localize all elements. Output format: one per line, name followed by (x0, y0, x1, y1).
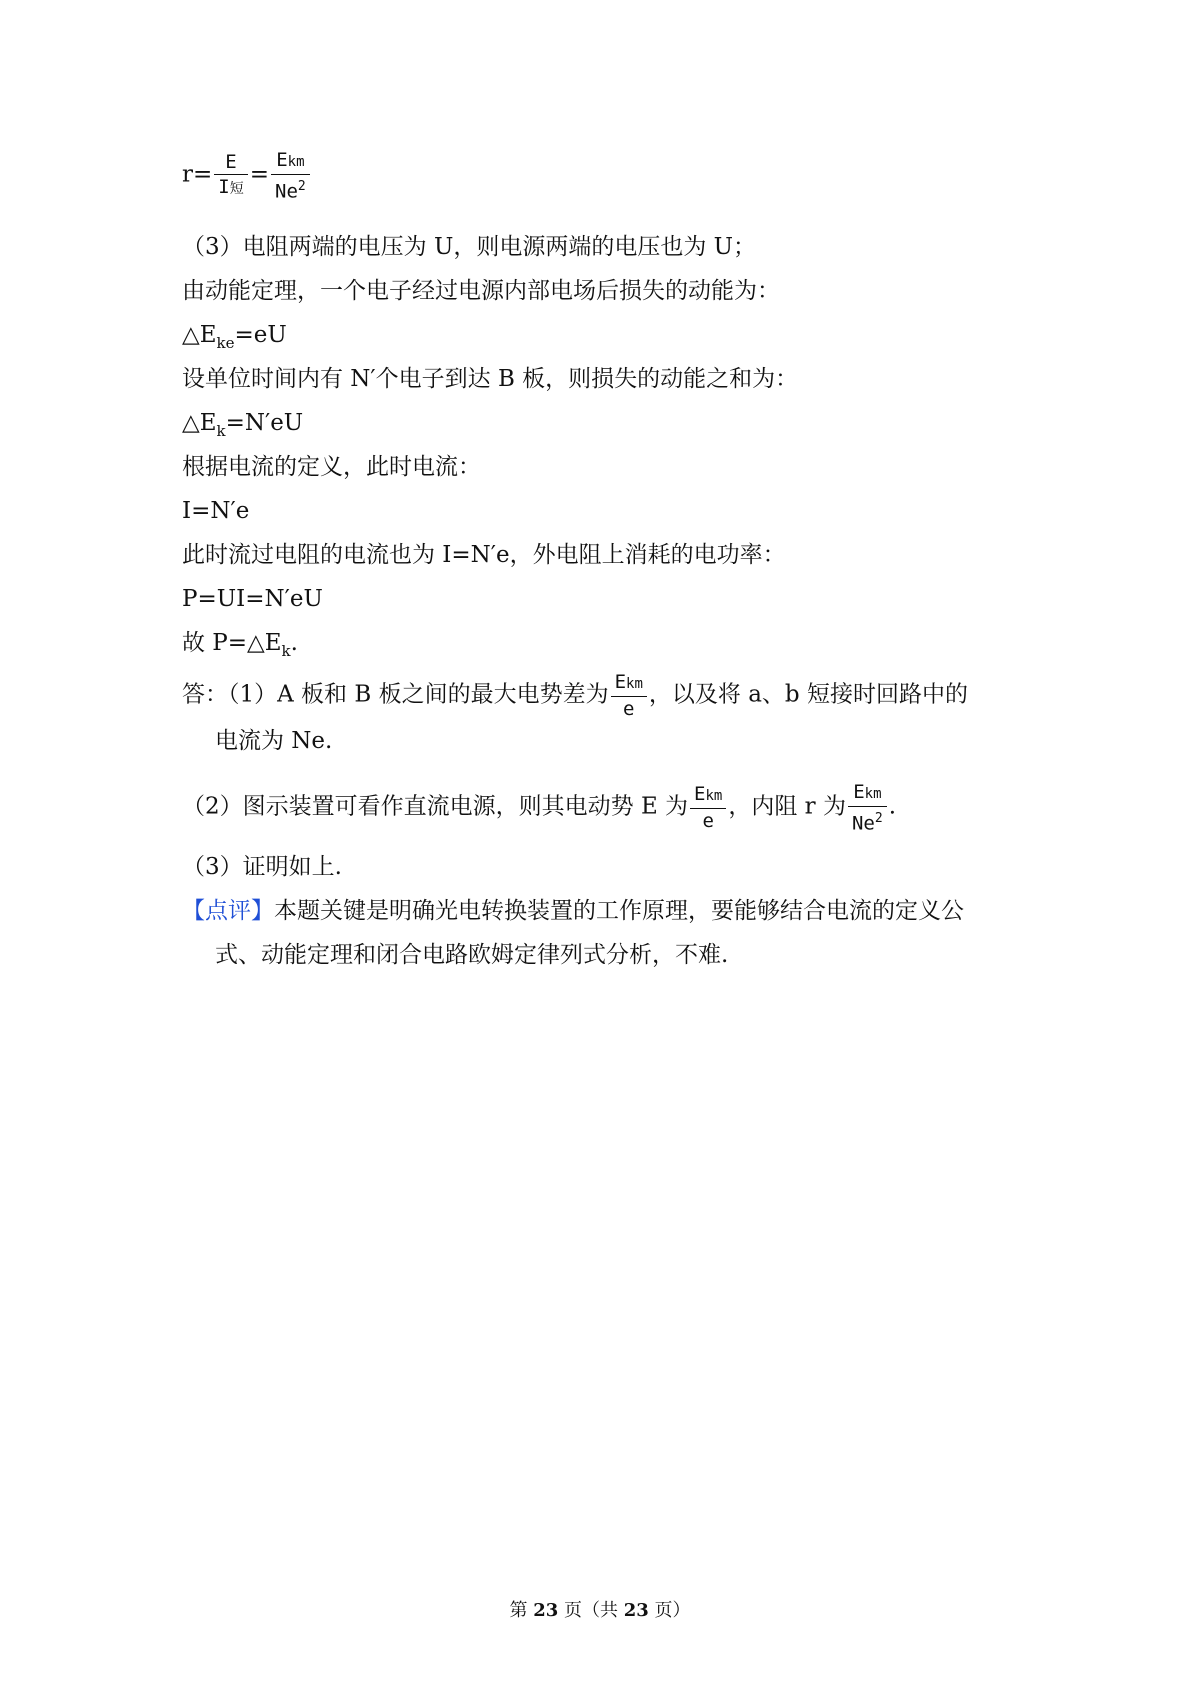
comment-tag: 【点评】 (182, 898, 274, 924)
answer-part-2: （2）图示装置可看作直流电源，则其电动势 E 为 $\frac{\text{Ekm}}{e}$ ，内阻 r 为 $\frac{\text{Ekm}}{Ne^2}$ . (182, 781, 897, 835)
current-page-number: 23 (533, 1600, 559, 1621)
answer-part-1: 答：（1）A 板和 B 板之间的最大电势差为 $\frac{\text{Ekm}}{e}$ ，以及将 a、b 短接时回路中的 (182, 671, 968, 720)
fraction-e-over-ishort: $\frac{E}{\text{I短}}$ (214, 150, 247, 201)
page-footer: 第 23 页（共 23 页） (509, 1600, 691, 1621)
equation-delta-ek: $\triangle E_k=N'eU$ (182, 410, 304, 440)
total-page-number: 23 (623, 1600, 649, 1621)
text-line: 根据电流的定义，此时电流： (182, 454, 481, 480)
answer-part-3: （3）证明如上. (182, 854, 342, 880)
text-line: 设单位时间内有 N′个电子到达 B 板，则损失的动能之和为： (182, 366, 799, 392)
equation-current: I=N′e (182, 498, 250, 524)
answer-part-1-continued: 电流为 Ne. (215, 728, 333, 754)
fraction-ekm-over-ne2: $\frac{\text{Ekm}}{Ne^2}$ (848, 780, 887, 835)
fraction-ekm-over-ne2: $\frac{\text{Ekm}}{Ne^2}$ (271, 148, 310, 203)
equation-conclusion: 故 $P=\triangle E_k$. (182, 630, 298, 660)
comment-paragraph-continued: 式、动能定理和闭合电路欧姆定律列式分析，不难. (215, 942, 729, 968)
fraction-ekm-over-e: $\frac{\text{Ekm}}{e}$ (611, 670, 647, 721)
comment-paragraph: 【点评】本题关键是明确光电转换装置的工作原理，要能够结合电流的定义公 (182, 898, 964, 924)
text-line: 由动能定理，一个电子经过电源内部电场后损失的动能为： (182, 278, 780, 304)
text-line: （3）电阻两端的电压为 U，则电源两端的电压也为 U； (182, 234, 757, 260)
text-line: 此时流过电阻的电流也为 I=N′e，外电阻上消耗的电功率： (182, 542, 786, 568)
fraction-ekm-over-e: $\frac{\text{Ekm}}{e}$ (690, 782, 726, 833)
equation-power: P=UI=N′eU (182, 586, 323, 612)
equation-delta-eke: $\triangle E_{ke}=eU$ (182, 322, 287, 352)
formula-internal-resistance: r= $\frac{E}{\text{I短}}$ = $\frac{\text{Ekm}}{Ne^2}$ (182, 148, 312, 203)
formula-lhs: r= (182, 161, 213, 188)
